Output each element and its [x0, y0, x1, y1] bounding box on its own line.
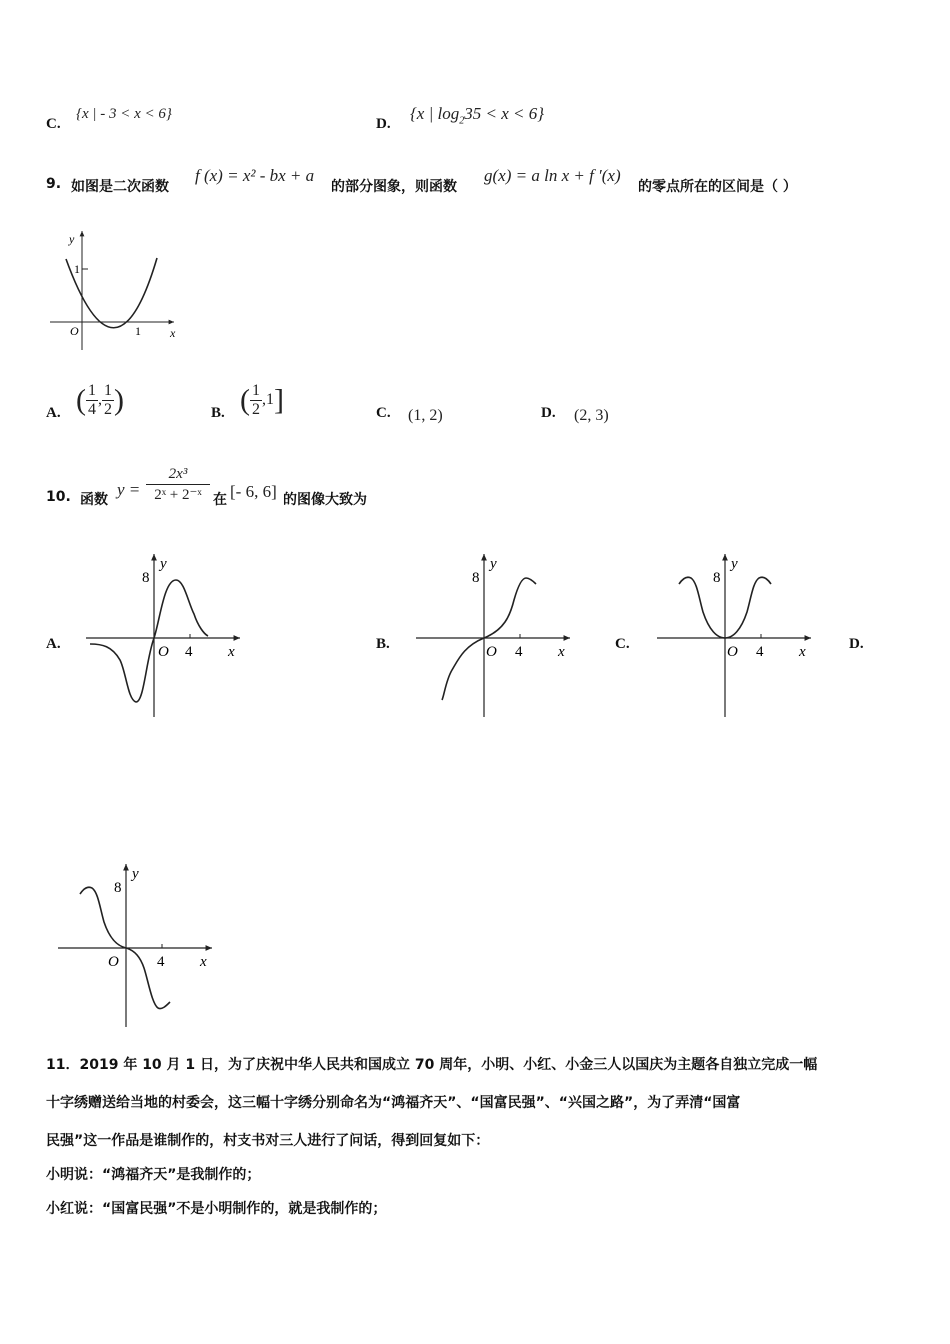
q10-option-a-label: A.: [46, 636, 61, 652]
q9-text-3: 的零点所在的区间是（ ）: [638, 179, 797, 195]
q10-a-tick-y: 8: [142, 570, 150, 586]
q9-option-a-label: A.: [46, 405, 61, 421]
q10-option-d-label: D.: [849, 636, 864, 652]
q9-text-2: 的部分图象，则函数: [331, 179, 457, 195]
q10-number: 10.: [46, 489, 71, 505]
q10-a-x-label: x: [228, 644, 235, 660]
q9-x-label: x: [170, 326, 176, 340]
q10-b-curve: [442, 578, 536, 700]
q9-g-expr: g(x) = a ln x + f ′(x): [484, 166, 621, 185]
q9-parabola-graph: [44, 225, 189, 353]
q10-graph-c: [651, 550, 821, 720]
q9-option-b-expr: ( $\frac{1}{2}$ ,1]: [240, 382, 284, 418]
q10-text-2: 在: [213, 492, 227, 508]
q11-line-2: 十字绣赠送给当地的村委会，这三幅十字绣分别命名为“鸿福齐天”、“国富民强”、“兴国之路”，为了弄清“国富: [46, 1095, 741, 1111]
q10-option-b-label: B.: [376, 636, 390, 652]
q9-option-b-label: B.: [211, 405, 225, 421]
q10-numerator: 2x³: [146, 464, 210, 485]
q10-text-1: 函数: [80, 492, 108, 508]
q11-line-4: 小明说：“鸿福齐天”是我制作的；: [46, 1167, 261, 1183]
q10-a-curve: [90, 580, 208, 702]
q10-b-tick-x: 4: [515, 644, 523, 660]
q9-text-1: 如图是二次函数: [71, 179, 169, 195]
q9-option-d-expr: (2, 3): [574, 407, 609, 424]
q11-line-5: 小红说：“国富民强”不是小明制作的，就是我制作的；: [46, 1201, 387, 1217]
q10-fraction: [146, 464, 210, 505]
q10-d-tick-x: 4: [157, 954, 165, 970]
q11-line-1: 11．2019 年 10 月 1 日，为了庆祝中华人民共和国成立 70 周年，小明、小红、小金三人以国庆为主题各自独立完成一幅: [46, 1057, 818, 1073]
q10-option-c-label: C.: [615, 636, 630, 652]
q9-option-a-expr: ( $\frac{1}{4}$ , $\frac{1}{2}$ ): [76, 382, 124, 418]
q9-x-tick-label: 1: [135, 324, 141, 338]
q10-c-x-label: x: [799, 644, 806, 660]
q11-line-3: 民强”这一作品是谁制作的，村支书对三人进行了问话，得到回复如下：: [46, 1133, 490, 1149]
q10-y-lhs: y =: [117, 480, 141, 499]
q9-y-tick-label: 1: [74, 262, 80, 276]
q10-c-tick-x: 4: [756, 644, 764, 660]
q8-option-c-label: C.: [46, 116, 61, 132]
q10-c-tick-y: 8: [713, 570, 721, 586]
q10-graph-b: [410, 550, 580, 720]
q10-a-tick-x: 4: [185, 644, 193, 660]
q8-option-d-expr: {x | $\log_235 < x < 6$}: [410, 104, 545, 127]
q10-c-origin: O: [727, 644, 738, 660]
q9-option-c-label: C.: [376, 405, 391, 421]
q10-graph-d: [52, 860, 222, 1030]
q10-b-tick-y: 8: [472, 570, 480, 586]
q10-d-x-label: x: [200, 954, 207, 970]
q10-denominator: 2ˣ + 2⁻ˣ: [154, 487, 202, 503]
q10-text-3: 的图像大致为: [283, 492, 367, 508]
q9-y-label: y: [69, 232, 75, 246]
q8-option-c-expr: {x | - 3 < x < 6}: [76, 106, 172, 122]
q9-f-expr: f (x) = x² - bx + a: [195, 166, 315, 185]
q10-b-x-label: x: [558, 644, 565, 660]
q8-option-d-label: D.: [376, 116, 391, 132]
q10-b-origin: O: [486, 644, 497, 660]
q10-d-tick-y: 8: [114, 880, 122, 896]
q10-c-y-label: y: [731, 556, 738, 572]
q10-d-origin: O: [108, 954, 119, 970]
q9-option-d-label: D.: [541, 405, 556, 421]
q10-interval: [- 6, 6]: [230, 482, 277, 501]
q10-a-y-label: y: [160, 556, 167, 572]
q10-graph-a: [80, 550, 250, 720]
q10-b-y-label: y: [490, 556, 497, 572]
q9-origin-label: O: [70, 324, 79, 338]
q10-d-y-label: y: [132, 866, 139, 882]
q9-number: 9.: [46, 176, 62, 192]
q9-option-c-expr: (1, 2): [408, 407, 443, 424]
q10-a-origin: O: [158, 644, 169, 660]
